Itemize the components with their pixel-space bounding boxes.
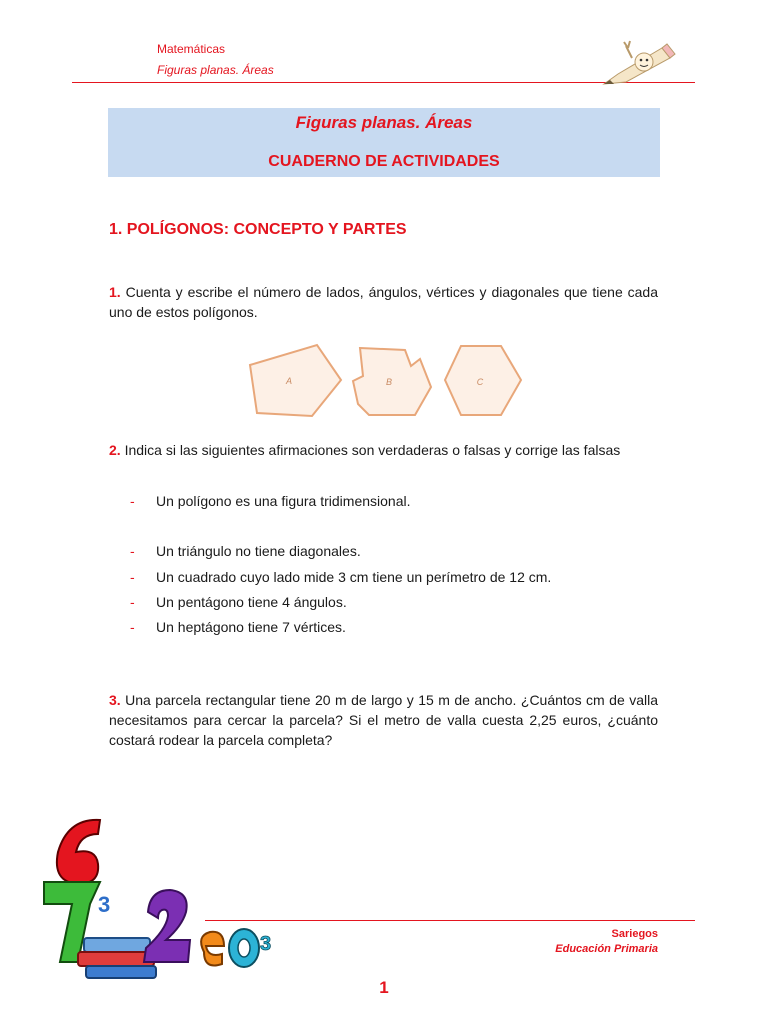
numbers-illustration-icon (38, 812, 288, 987)
statement-item (130, 541, 361, 561)
header-topic: Figuras planas. Áreas (157, 63, 274, 77)
statement-text: Un heptágono tiene 7 vértices. (156, 619, 346, 635)
polygon-a-label: A (285, 376, 293, 386)
exercise-number: 1. (109, 284, 121, 300)
bullet-marker: - (130, 594, 135, 610)
exercise-text: Indica si las siguientes afirmaciones son verdaderas o falsas y corrige las falsas (124, 442, 621, 458)
statement-text: Un pentágono tiene 4 ángulos. (156, 594, 347, 610)
footer-level: Educación Primaria (555, 943, 658, 955)
exercise-number: 2. (109, 442, 121, 458)
title-box (108, 108, 660, 177)
exercise-text: Cuenta y escribe el número de lados, ángulos, vértices y diagonales que tiene cada uno de estos polígonos. (109, 284, 659, 320)
statement-text: Un cuadrado cuyo lado mide 3 cm tiene un perímetro de 12 cm. (156, 569, 552, 585)
polygon-b-label: B (385, 377, 393, 387)
document-subtitle: CUADERNO DE ACTIVIDADES (268, 153, 500, 170)
statement-item (130, 567, 551, 587)
polygon-a (250, 345, 341, 416)
statement-text: Un triángulo no tiene diagonales. (156, 543, 361, 559)
pencil-mascot-icon (600, 40, 680, 86)
bullet-marker: - (130, 569, 135, 585)
exercise-3 (109, 690, 658, 750)
section-title: 1. POLÍGONOS: CONCEPTO Y PARTES (109, 221, 407, 238)
exercise-text: Una parcela rectangular tiene 20 m de largo y 15 m de ancho. ¿Cuántos cm de valla necesitamos para cercar la parcela? Si el metro de valla cuesta 2,25 euros, ¿cuánto costará rodear la parcela completa? (109, 692, 658, 748)
footer-divider (205, 920, 695, 921)
polygon-c-label: C (476, 377, 484, 387)
exercise-number: 3. (109, 692, 121, 708)
bullet-marker: - (130, 619, 135, 635)
statement-item (130, 491, 411, 511)
exercise-2 (109, 440, 658, 460)
document-title: Figuras planas. Áreas (295, 113, 473, 132)
svg-text:3: 3 (98, 892, 111, 917)
statement-item (130, 617, 346, 637)
page-number: 1 (379, 978, 389, 997)
footer-author: Sariegos (611, 928, 658, 940)
statement-text: Un polígono es una figura tridimensional. (156, 493, 411, 509)
polygons-figure (245, 340, 525, 420)
header-subject: Matemáticas (157, 42, 226, 56)
statement-item (130, 592, 347, 612)
bullet-marker: - (130, 493, 135, 509)
bullet-marker: - (130, 543, 135, 559)
svg-text:3: 3 (260, 933, 272, 955)
exercise-1 (109, 282, 658, 322)
